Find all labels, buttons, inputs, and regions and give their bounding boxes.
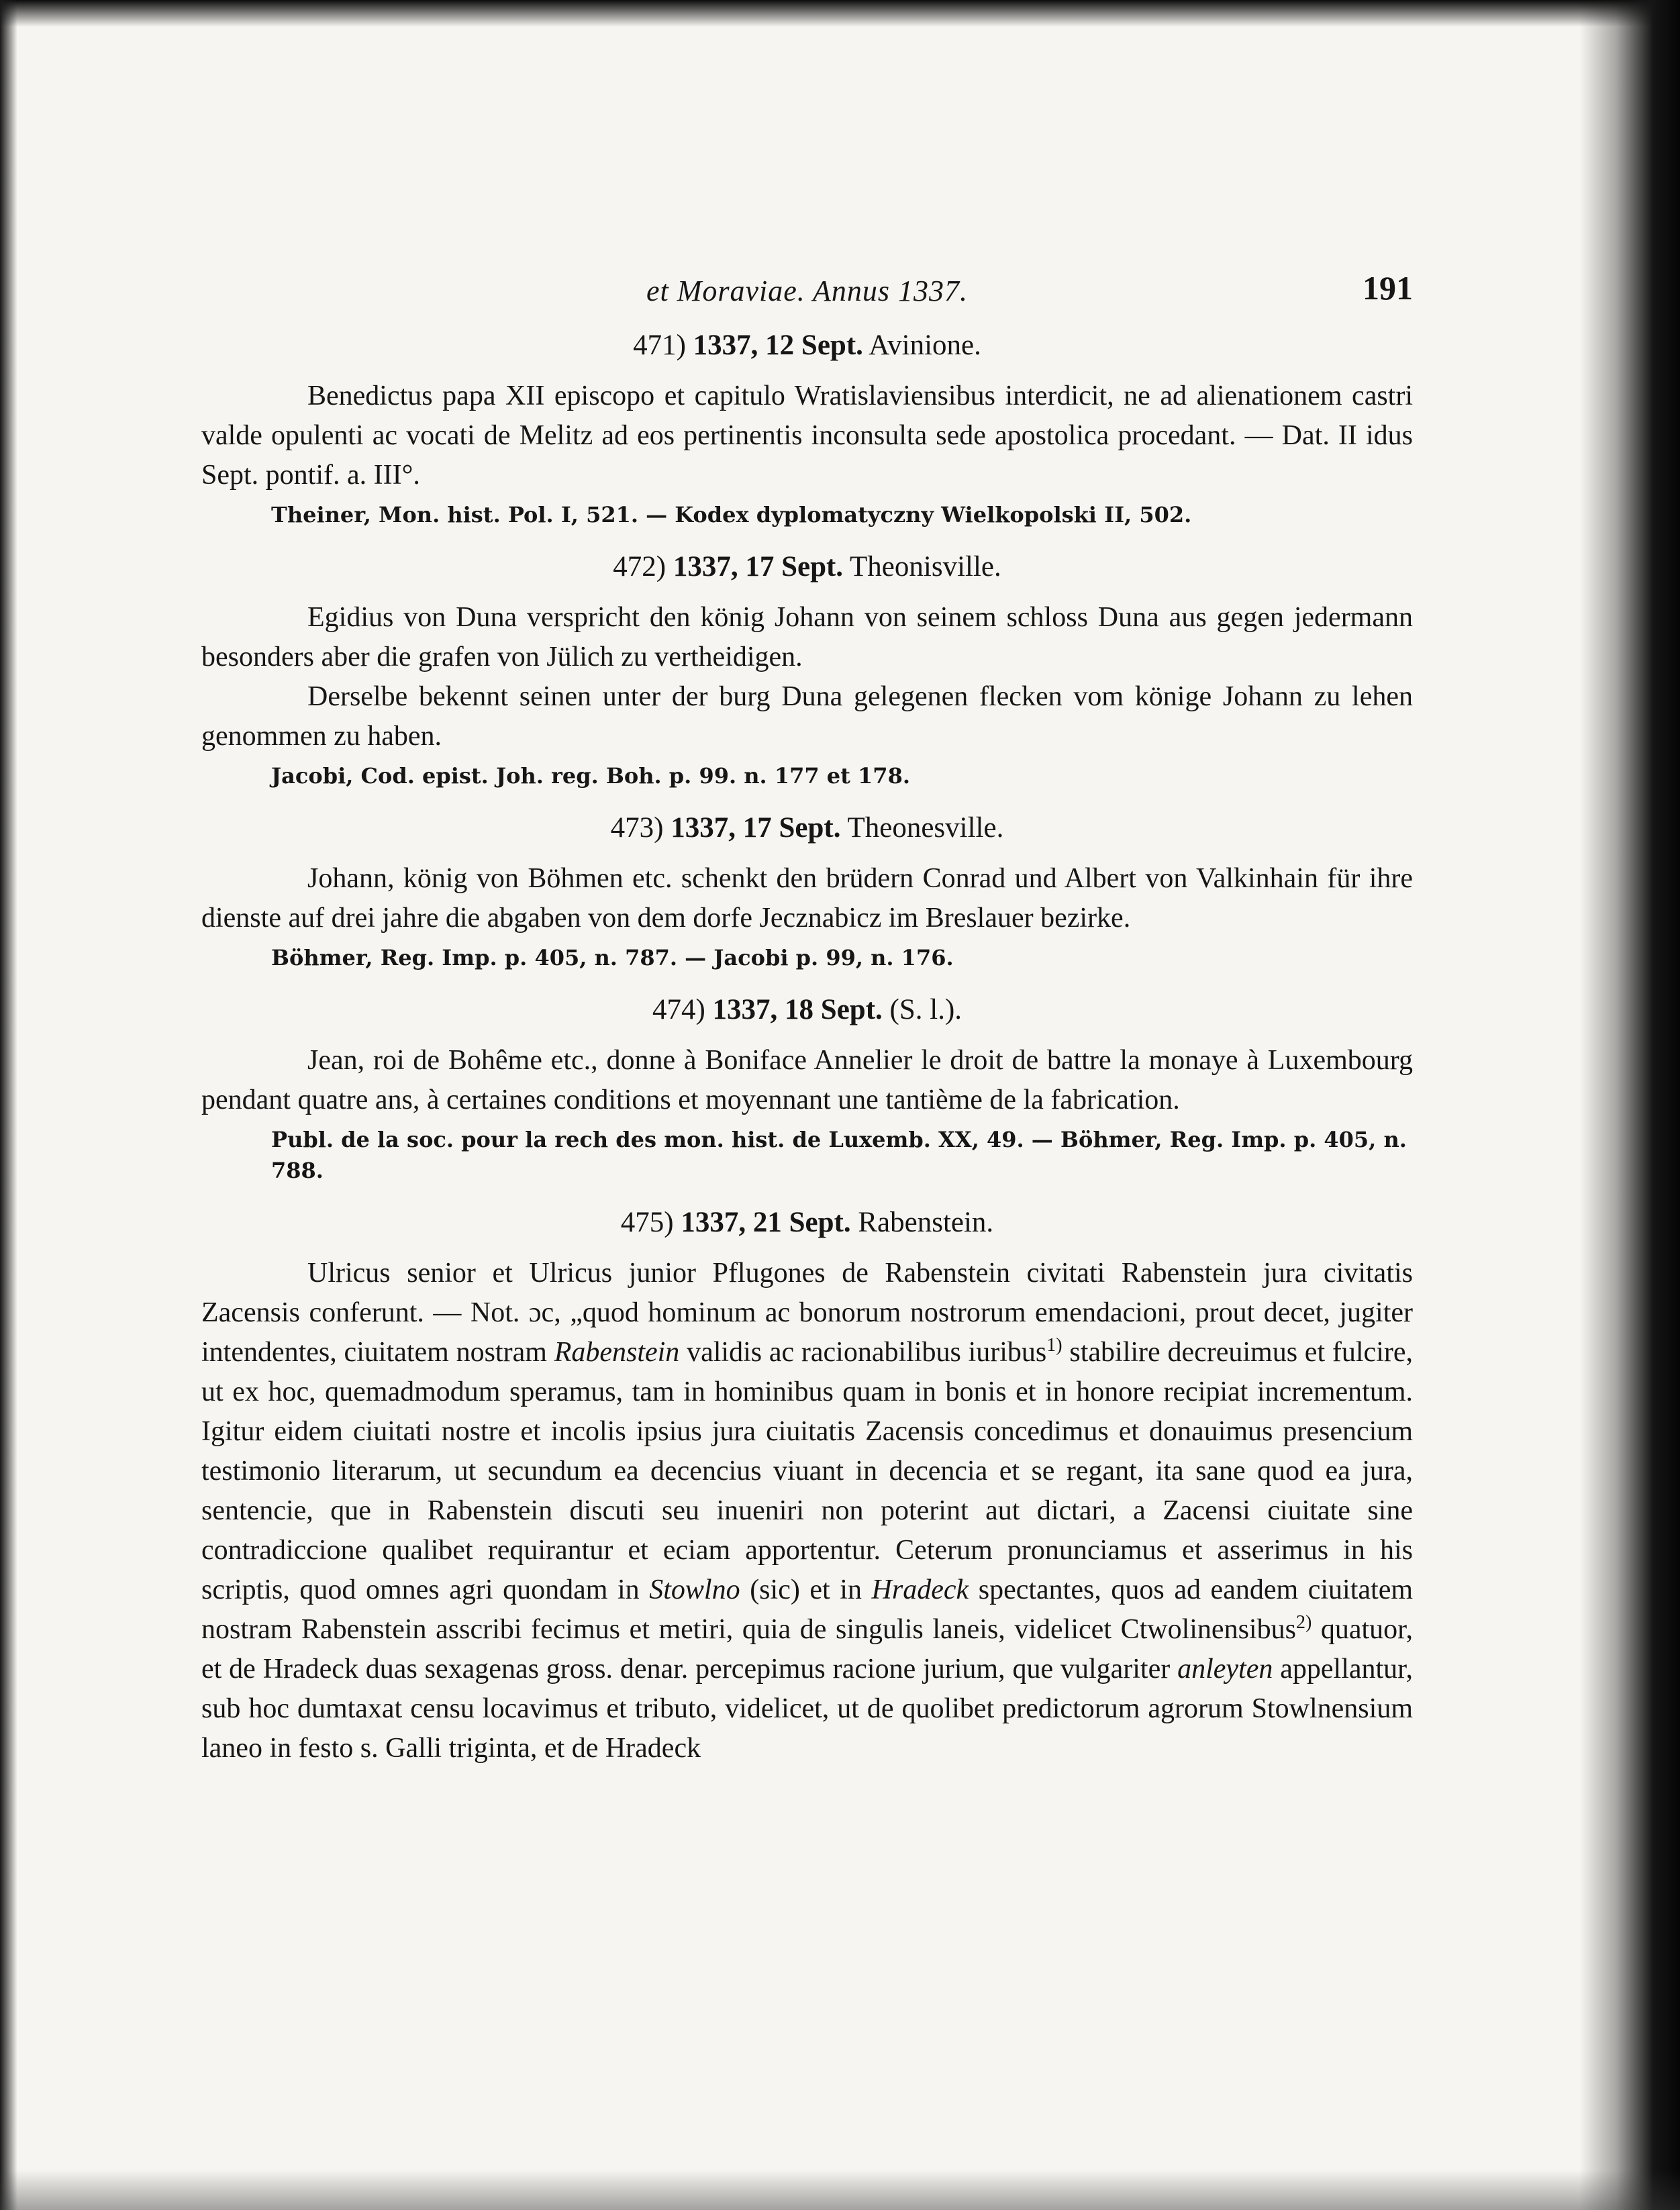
entry-place: Theonesville. [847, 812, 1004, 844]
text-run: stabilire decreuimus et fulcire, ut ex hoc, quemadmodum speramus, tam in hominibus quam in bonis et in honore recipiat incrementum. Igitur eidem ciuitati nostre et incolis ipsius jura ciuitatis Zacensis concedimus et donauimus presencium testimonio literarum, ut secundum ea decencius viuant in decencia et se regant, ita sane quod ea jura, sentencie, que in Rabenstein discuti seu inueniri non poterint aut dictari, a Zacensi ciuitate sine contradiccione qualibet requirantur et eciam apportentur. Ceterum pronunciamus et asserimus in his scriptis, quod omnes agri quondam in [201, 1337, 1413, 1605]
italic-place-name: Hradeck [871, 1574, 969, 1605]
entry-date: 1337, 17 Sept. [673, 551, 844, 583]
entry-heading [201, 550, 1413, 583]
entry-place: Avinione. [869, 330, 981, 361]
entry-number: 473) [610, 812, 664, 844]
entry-text [201, 1254, 1413, 1768]
entry-471 [201, 329, 1413, 530]
entry-number: 472) [613, 551, 666, 583]
entry-place: Rabenstein. [858, 1207, 994, 1238]
text-run: quatuor, et de Hradeck duas sexagenas gross. denar. percepimus racione jurium, que vulgariter [201, 1614, 1413, 1685]
entry-474 [201, 993, 1413, 1186]
document-page [201, 268, 1413, 1789]
italic-place-name: Stowlno [649, 1574, 740, 1605]
entry-heading [201, 993, 1413, 1026]
entry-text: Benedictus papa XII episcopo et capitulo Wratislaviensibus interdicit, ne ad alienationem castri valde opulenti ac vocati de Melitz ad eos pertinentis inconsulta sede apostolica procedant. — Dat. II idus Sept. pontif. a. III°. [201, 381, 1413, 491]
footnote-marker: 1) [1046, 1335, 1063, 1356]
entry-text: Derselbe bekennt seinen unter der burg Duna gelegenen flecken vom könige Johann zu lehen genommen zu haben. [201, 681, 1413, 752]
scan-border-left [0, 0, 17, 2210]
italic-place-name: Rabenstein [554, 1337, 680, 1368]
running-head-title: et Moraviae. Annus 1337. [646, 274, 969, 307]
entry-date: 1337, 18 Sept. [712, 994, 883, 1025]
entry-472 [201, 550, 1413, 791]
entry-source: Publ. de la soc. pour la rech des mon. hist. de Luxemb. XX, 49. — Böhmer, Reg. Imp. p. 405, n. 788. [271, 1127, 1407, 1183]
entry-number: 475) [620, 1207, 674, 1238]
entry-source: Jacobi, Cod. epist. Joh. reg. Boh. p. 99. n. 177 et 178. [271, 763, 910, 789]
italic-term: anleyten [1177, 1654, 1273, 1685]
entry-473 [201, 811, 1413, 973]
page-number: 191 [1363, 269, 1413, 307]
entry-source: Böhmer, Reg. Imp. p. 405, n. 787. — Jacobi p. 99, n. 176. [271, 945, 954, 970]
entry-number: 474) [652, 994, 705, 1025]
text-run: appellantur, sub hoc dumtaxat censu locavimus et tributo, videlicet, ut de quolibet predictorum agrorum Stowlnensium laneo in festo s. Galli triginta, et de Hradeck [201, 1654, 1413, 1764]
text-run: Ulricus senior et Ulricus junior Pflugones de Rabenstein civitati Rabenstein jura civitatis Zacensis conferunt. — Not. ɔc, „quod hominum ac bonorum nostrorum emendacioni, prout decet, jugiter intendentes, ciuitatem nostram [201, 1258, 1413, 1368]
entry-place: (S. l.). [889, 994, 962, 1025]
entry-text: Johann, könig von Böhmen etc. schenkt den brüdern Conrad und Albert von Valkinhain für ihre dienste auf drei jahre die abgaben von dem dorfe Jecznabicz im Breslauer bezirke. [201, 863, 1413, 934]
entry-heading [201, 329, 1413, 362]
entry-heading [201, 811, 1413, 844]
running-head [201, 268, 1413, 317]
entry-date: 1337, 17 Sept. [671, 812, 841, 844]
text-run: (sic) et in [740, 1574, 872, 1605]
entry-date: 1337, 21 Sept. [681, 1207, 851, 1238]
text-run: spectantes, quos ad eandem ciuitatem nostram Rabenstein asscribi fecimus et metiri, quia de singulis laneis, videlicet Ctwolinensibus [201, 1574, 1414, 1645]
scan-border-right [1579, 0, 1680, 2210]
scan-border-top [0, 0, 1680, 27]
entry-date: 1337, 12 Sept. [693, 330, 863, 361]
footnote-marker: 2) [1295, 1612, 1312, 1633]
entry-number: 471) [633, 330, 686, 361]
text-run: validis ac racionabilibus iuribus [679, 1337, 1047, 1368]
entry-heading [201, 1206, 1413, 1239]
entry-place: Theonisville. [850, 551, 1001, 583]
entry-text: Egidius von Duna verspricht den könig Johann von seinem schloss Duna aus gegen jedermann besonders aber die grafen von Jülich zu vertheidigen. [201, 602, 1413, 672]
entry-source: Theiner, Mon. hist. Pol. I, 521. — Kodex dyplomatyczny Wielkopolski II, 502. [271, 502, 1192, 528]
entry-475 [201, 1206, 1413, 1768]
scan-border-bottom [0, 2170, 1680, 2210]
entry-text: Jean, roi de Bohême etc., donne à Boniface Annelier le droit de battre la monaye à Luxembourg pendant quatre ans, à certaines conditions et moyennant une tantième de la fabrication. [201, 1045, 1413, 1115]
